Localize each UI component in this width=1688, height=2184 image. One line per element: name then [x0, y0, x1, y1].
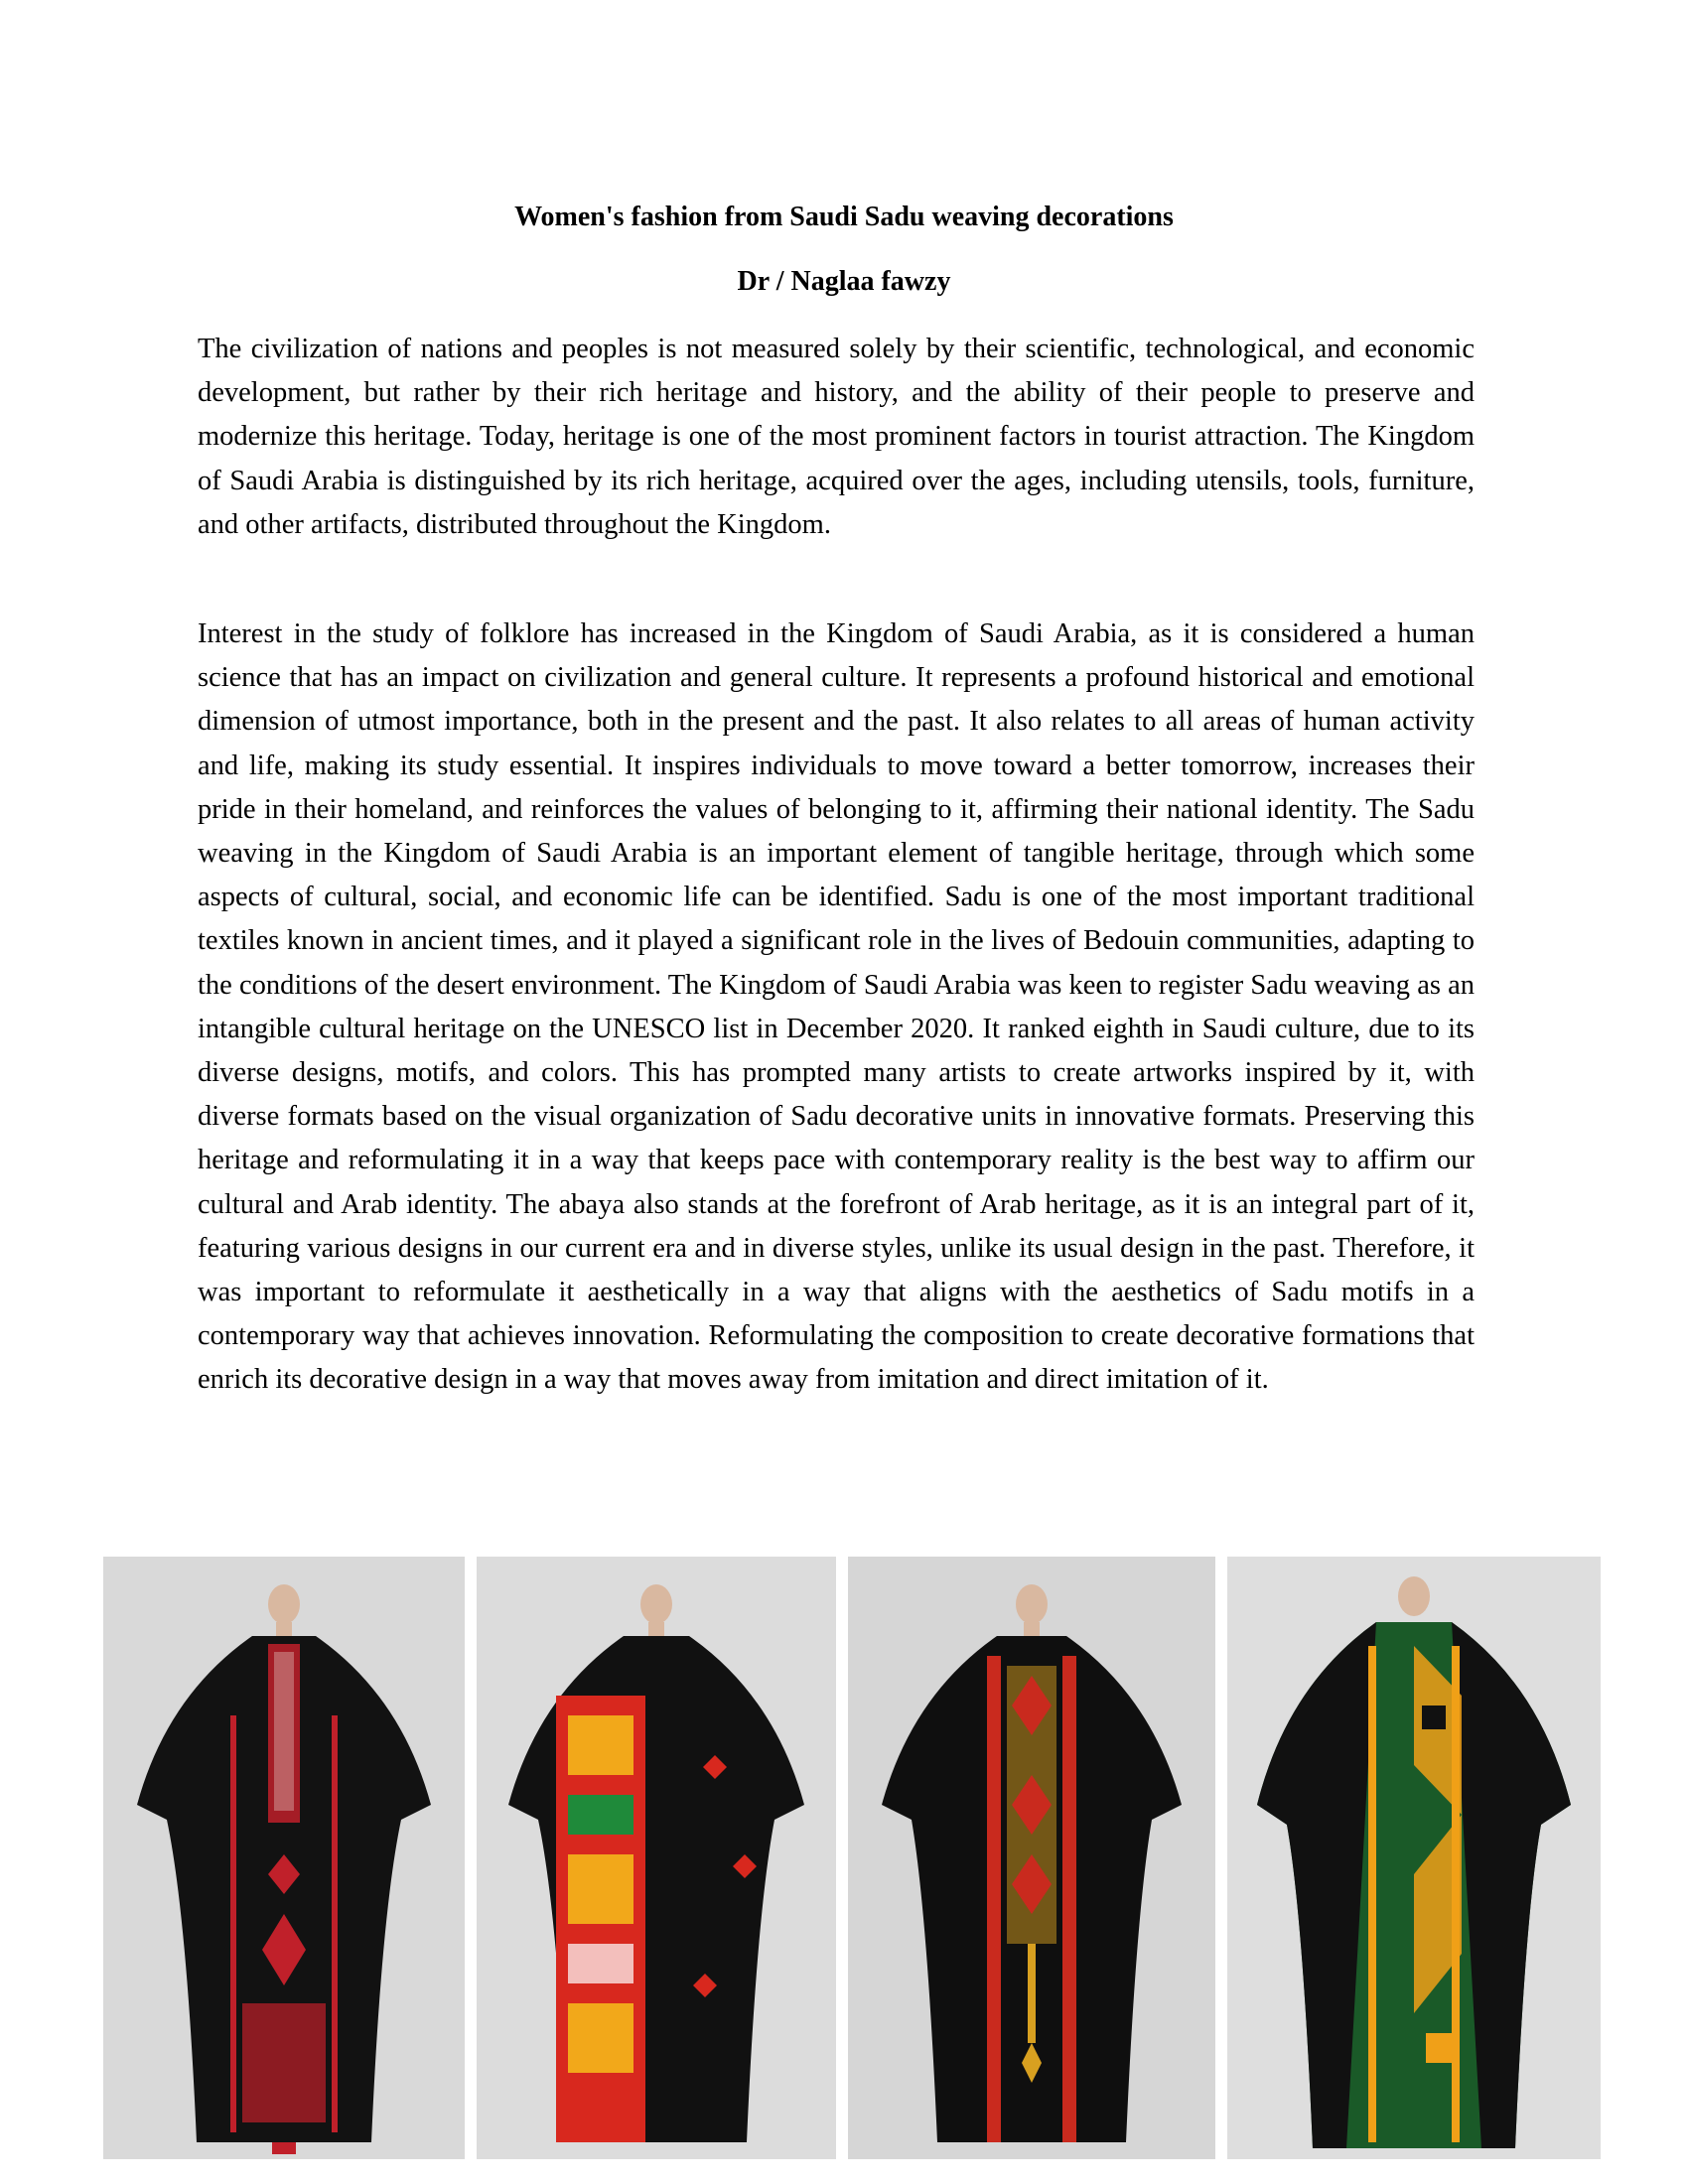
figure-abaya-2 — [477, 1557, 836, 2159]
figure-abaya-3 — [848, 1557, 1215, 2159]
figure-abaya-1 — [103, 1557, 465, 2159]
figure-abaya-4 — [1227, 1557, 1601, 2159]
author-line: Dr / Naglaa fawzy — [737, 266, 951, 297]
abaya-illustration-1 — [103, 1557, 465, 2159]
paper-title: Women's fashion from Saudi Sadu weaving decorations — [514, 202, 1174, 232]
paragraph-1: The civilization of nations and peoples is not measured solely by their scientific, technological, and economic development, but rather by their rich heritage and history, and the ability of their people to preserve and modernize this heritage. Today, heritage is one of the most prominent factors in tourist attraction. The Kingdom of Saudi Arabia is distinguished by its rich heritage, acquired over the ages, including utensils, tools, furniture, and other artifacts, distributed throughout the Kingdom. — [198, 334, 1475, 540]
abaya-illustration-4 — [1227, 1557, 1601, 2159]
abaya-illustration-3 — [848, 1557, 1215, 2159]
abaya-illustration-2 — [477, 1557, 836, 2159]
paragraph-2: Interest in the study of folklore has increased in the Kingdom of Saudi Arabia, as it is considered a human science that has an impact on civilization and general culture. It represents a profound historical and emotional dimension of utmost importance, both in the present and the past. It also relates to all areas of human activity and life, making its study essential. It inspires individuals to move toward a better tomorrow, increases their pride in their homeland, and reinforces the values of belonging to it, affirming their national identity. The Sadu weaving in the Kingdom of Saudi Arabia is an important element of tangible heritage, through which some aspects of cultural, social, and economic life can be identified. Sadu is one of the most important traditional textiles known in ancient times, and it played a significant role in the lives of Bedouin communities, adapting to the conditions of the desert environment. The Kingdom of Saudi Arabia was keen to register Sadu weaving as an intangible cultural heritage on the UNESCO list in December 2020. It ranked eighth in Saudi culture, due to its diverse designs, motifs, and colors. This has prompted many artists to create artworks inspired by it, with diverse formats based on the visual organization of Sadu decorative units in innovative formats. Preserving this heritage and reformulating it in a way that keeps pace with contemporary reality is the best way to affirm our cultural and Arab identity. The abaya also stands at the forefront of Arab heritage, as it is an integral part of it, featuring various designs in our current era and in diverse styles, unlike its usual design in the past. Therefore, it was important to reformulate it aesthetically in a way that aligns with the aesthetics of Sadu motifs in a contemporary way that achieves innovation. Reformulating the composition to create decorative formations that enrich its decorative design in a way that moves away from imitation and direct imitation of it. — [198, 618, 1475, 1396]
